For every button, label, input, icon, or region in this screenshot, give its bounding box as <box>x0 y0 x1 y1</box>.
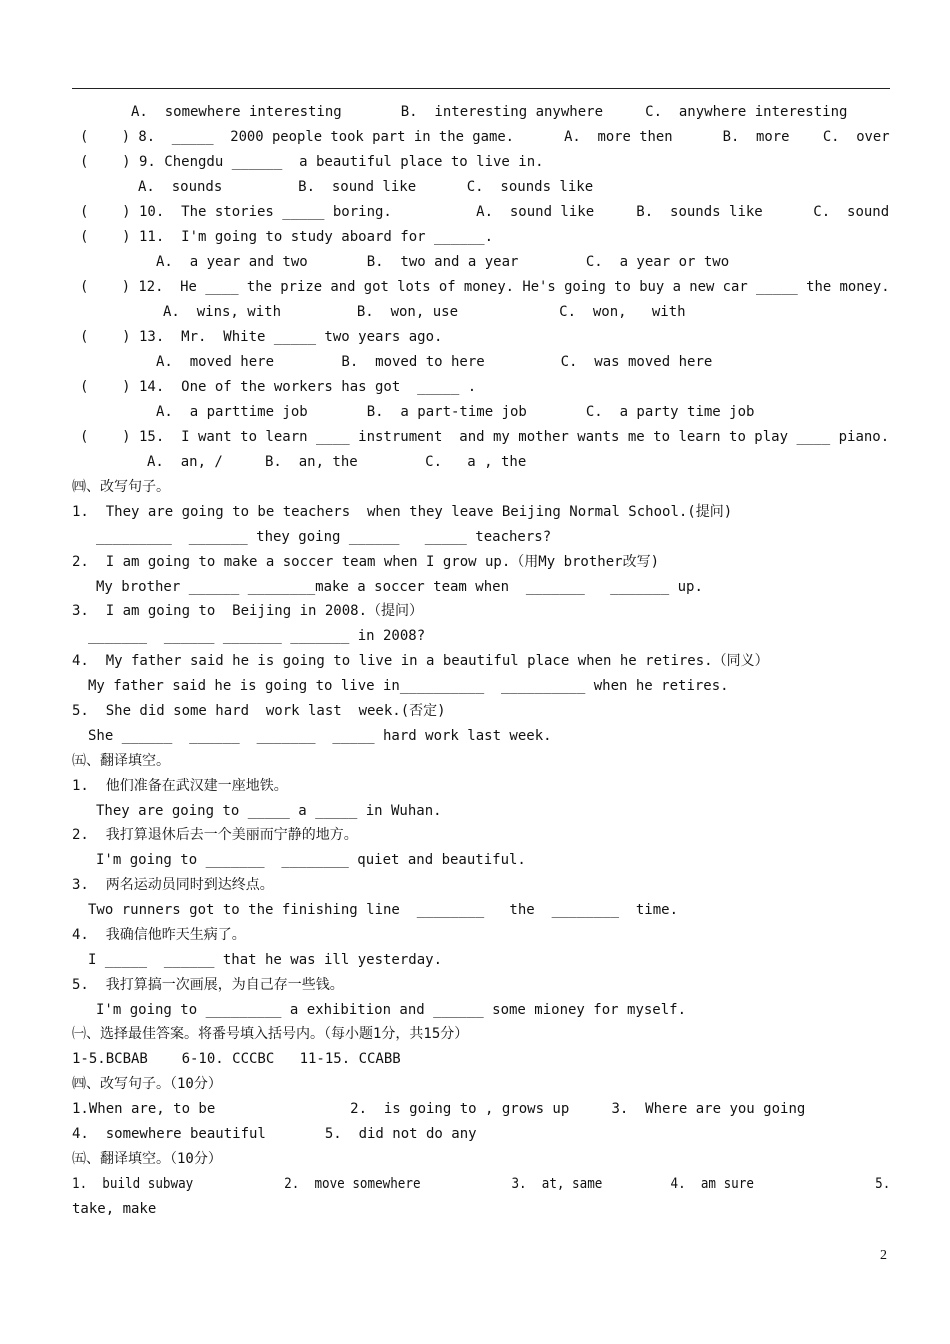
translate-2: 2. 我打算退休后去一个美丽而宁静的地方。 <box>72 827 358 843</box>
answer-section-5-line-1: 1. build subway 2. move somewhere 3. at, same 4. am sure 5. <box>72 1176 891 1192</box>
answer-section-1: 1-5.BCBAB 6-10. CCCBC 11-15. CCABB <box>72 1051 401 1067</box>
answer-section-1-heading: ㈠、选择最佳答案。将番号填入括号内。（每小题1分，共15分） <box>72 1026 469 1042</box>
q15-options: A. an, / B. an, the C. a , the <box>147 454 527 470</box>
rewrite-3-blank: _______ ______ _______ _______ in 2008? <box>88 628 426 644</box>
translate-3-blank: Two runners got to the finishing line ________ the ________ time. <box>88 902 679 918</box>
q12: ( ) 12. He ____ the prize and got lots of money. He's going to buy a new car _____ the money. <box>80 279 890 295</box>
rewrite-5: 5. She did some hard work last week.(否定) <box>72 703 446 719</box>
translate-5-blank: I'm going to _________ a exhibition and ______ some mioney for myself. <box>96 1002 687 1018</box>
rewrite-2: 2. I am going to make a soccer team when I grow up.（用My brother改写) <box>72 554 660 570</box>
section-5-heading: ㈤、翻译填空。 <box>72 753 170 769</box>
rewrite-4-blank: My father said he is going to live in__________ __________ when he retires. <box>88 678 729 694</box>
translate-5: 5. 我打算搞一次画展，为自己存一些钱。 <box>72 977 344 993</box>
translate-1: 1. 他们准备在武汉建一座地铁。 <box>72 778 288 794</box>
q13: ( ) 13. Mr. White _____ two years ago. <box>80 329 443 345</box>
q14-options: A. a parttime job B. a part-time job C. a party time job <box>156 404 755 420</box>
translate-4: 4. 我确信他昨天生病了。 <box>72 927 246 943</box>
page-number: 2 <box>880 1248 887 1263</box>
q11-options: A. a year and two B. two and a year C. a year or two <box>156 254 730 270</box>
rewrite-1: 1. They are going to be teachers when they leave Beijing Normal School.(提问) <box>72 504 733 520</box>
translate-3: 3. 两名运动员同时到达终点。 <box>72 877 274 893</box>
rewrite-1-blank: _________ _______ they going ______ _____ teachers? <box>96 529 552 545</box>
answer-section-4-line-2: 4. somewhere beautiful 5. did not do any <box>72 1126 477 1142</box>
rewrite-5-blank: She ______ ______ _______ _____ hard work last week. <box>88 728 552 744</box>
answer-section-5-heading: ㈤、翻译填空。（10分） <box>72 1151 222 1167</box>
section-4-heading: ㈣、改写句子。 <box>72 479 170 495</box>
answer-section-4-line-1: 1.When are, to be 2. is going to , grows up 3. Where are you going <box>72 1101 806 1117</box>
q9: ( ) 9. Chengdu ______ a beautiful place to live in. <box>80 154 544 170</box>
translate-4-blank: I _____ ______ that he was ill yesterday. <box>88 952 443 968</box>
q9-options: A. sounds B. sound like C. sounds like <box>138 179 594 195</box>
q13-options: A. moved here B. moved to here C. was moved here <box>156 354 713 370</box>
translate-1-blank: They are going to _____ a _____ in Wuhan. <box>96 803 442 819</box>
rewrite-3: 3. I am going to Beijing in 2008.（提问） <box>72 603 424 619</box>
q14: ( ) 14. One of the workers has got _____ . <box>80 379 477 395</box>
q12-options: A. wins, with B. won, use C. won, with <box>163 304 686 320</box>
q7-options: A. somewhere interesting B. interesting anywhere C. anywhere interesting <box>131 104 848 120</box>
rewrite-2-blank: My brother ______ ________make a soccer team when _______ _______ up. <box>96 579 703 595</box>
q11: ( ) 11. I'm going to study aboard for ______. <box>80 229 494 245</box>
answer-section-4-heading: ㈣、改写句子。（10分） <box>72 1076 222 1092</box>
header-rule <box>72 88 890 89</box>
q15: ( ) 15. I want to learn ____ instrument and my mother wants me to learn to play ____ piano. <box>80 429 890 445</box>
answer-section-5-line-2: take, make <box>72 1201 157 1217</box>
q10: ( ) 10. The stories _____ boring. A. sound like B. sounds like C. sound <box>80 204 890 220</box>
translate-2-blank: I'm going to _______ ________ quiet and beautiful. <box>96 852 526 868</box>
rewrite-4: 4. My father said he is going to live in a beautiful place when he retires.（同义） <box>72 653 769 669</box>
q8: ( ) 8. _____ 2000 people took part in the game. A. more then B. more C. over <box>80 129 890 145</box>
